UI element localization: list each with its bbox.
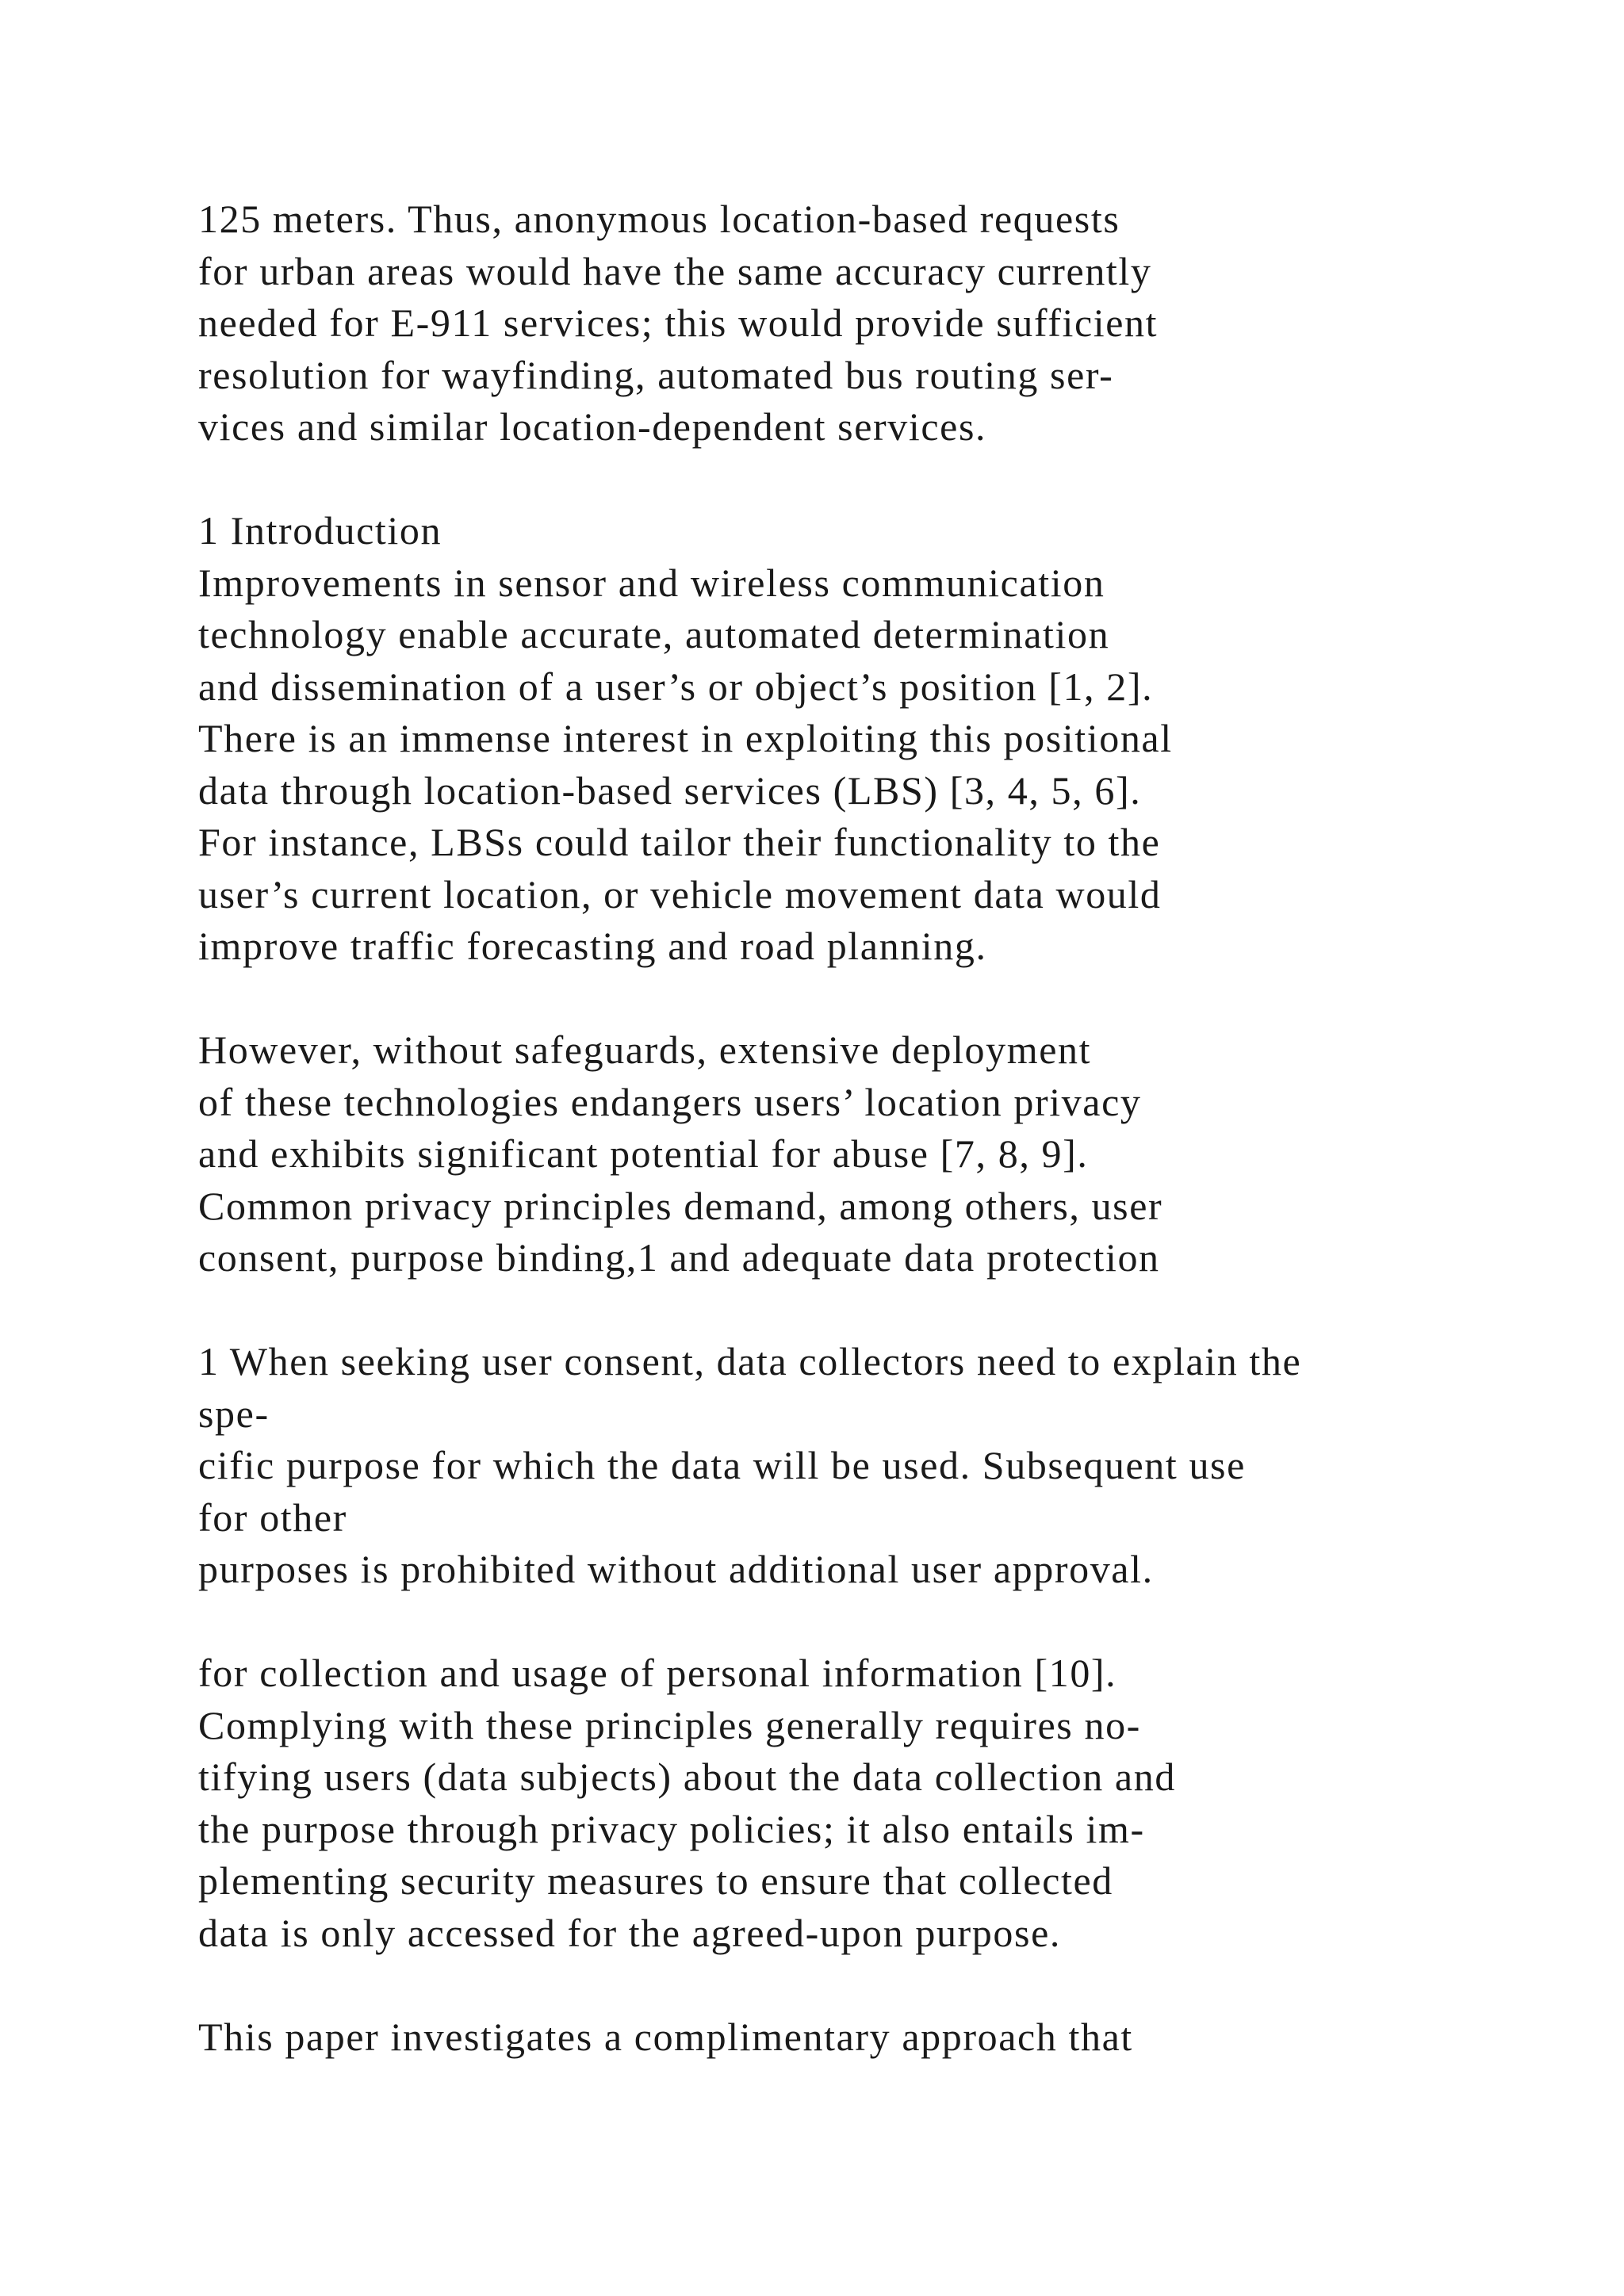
text-line: and exhibits significant potential for abuse [7, 8, 9]. bbox=[198, 1131, 1089, 1176]
paragraph-principles bbox=[198, 1647, 1546, 1959]
text-line: There is an immense interest in exploiting this positional bbox=[198, 716, 1173, 760]
text-line: resolution for wayfinding, automated bus routing ser- bbox=[198, 352, 1114, 397]
text-line: Improvements in sensor and wireless communication bbox=[198, 560, 1105, 605]
text-line: the purpose through privacy policies; it also entails im- bbox=[198, 1806, 1145, 1851]
text-line: of these technologies endangers users’ location privacy bbox=[198, 1079, 1142, 1124]
text-line: plementing security measures to ensure that collected bbox=[198, 1858, 1113, 1903]
text-line: for collection and usage of personal information [10]. bbox=[198, 1651, 1117, 1695]
text-line: improve traffic forecasting and road planning. bbox=[198, 924, 987, 968]
text-line: user’s current location, or vehicle movement data would bbox=[198, 871, 1162, 916]
text-line: 125 meters. Thus, anonymous location-based requests bbox=[198, 197, 1120, 241]
paragraph-safeguards bbox=[198, 1024, 1546, 1284]
text-line: needed for E-911 services; this would provide sufficient bbox=[198, 300, 1159, 345]
footnote-line: purposes is prohibited without additional user approval. bbox=[198, 1547, 1154, 1591]
section-heading: 1 Introduction bbox=[198, 508, 442, 553]
paragraph-approach bbox=[198, 2011, 1546, 2064]
text-line: This paper investigates a complimentary approach that bbox=[198, 2014, 1133, 2059]
text-line: However, without safeguards, extensive deployment bbox=[198, 1027, 1092, 1072]
paragraph-continuation bbox=[198, 193, 1546, 453]
footnote bbox=[198, 1336, 1546, 1596]
text-line: for urban areas would have the same accuracy currently bbox=[198, 248, 1152, 293]
text-line: technology enable accurate, automated determination bbox=[198, 612, 1110, 656]
text-line: data is only accessed for the agreed-upon purpose. bbox=[198, 1910, 1061, 1955]
text-line: data through location-based services (LBS) [3, 4, 5, 6]. bbox=[198, 767, 1142, 813]
footnote-line: for other bbox=[198, 1494, 347, 1540]
text-line: For instance, LBSs could tailor their functionality to the bbox=[198, 820, 1161, 864]
footnote-line: cific purpose for which the data will be used. Subsequent use bbox=[198, 1443, 1246, 1487]
paragraph-introduction bbox=[198, 505, 1546, 973]
document-body bbox=[198, 193, 1546, 2063]
text-line: Complying with these principles generally requires no- bbox=[198, 1702, 1141, 1747]
text-line: Common privacy principles demand, among others, user bbox=[198, 1183, 1163, 1228]
text-line: tifying users (data subjects) about the data collection and bbox=[198, 1755, 1176, 1799]
text-line: vices and similar location-dependent services. bbox=[198, 404, 987, 449]
footnote-line: spe- bbox=[198, 1391, 270, 1436]
footnote-line: 1 When seeking user consent, data collectors need to explain the bbox=[198, 1339, 1302, 1383]
text-line: and dissemination of a user’s or object’s position [1, 2]. bbox=[198, 664, 1154, 709]
text-line: consent, purpose binding,1 and adequate data protection bbox=[198, 1235, 1160, 1280]
